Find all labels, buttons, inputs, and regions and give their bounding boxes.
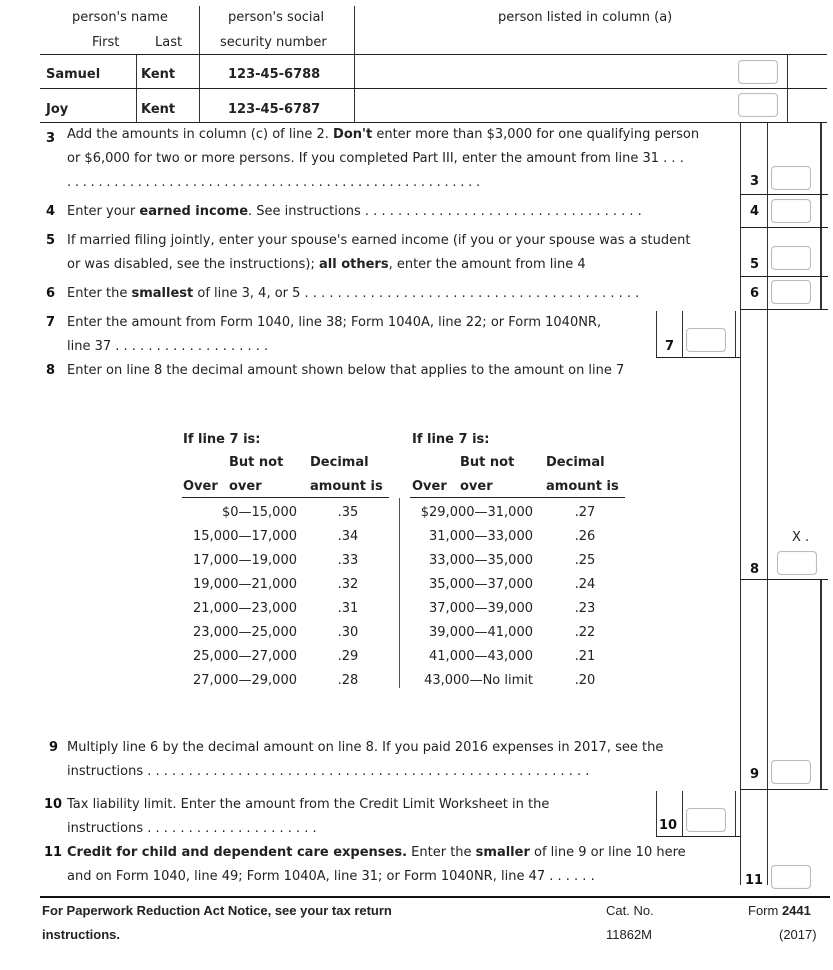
table-cell: .29: [337, 649, 359, 664]
table-cell: 27,000—29,000: [193, 673, 297, 688]
column-header: amount is: [546, 479, 619, 494]
divider: [182, 497, 389, 498]
column-header: amount is: [310, 479, 383, 494]
line-label: 9: [750, 767, 760, 782]
column-header: over: [229, 479, 262, 494]
table-cell: 35,000—37,000: [429, 577, 533, 592]
first-name: Joy: [46, 102, 69, 117]
column-header: But not: [460, 455, 515, 470]
line-text: instructions . . . . . . . . . . . . . . . . . . . . . . . . . . . . . . . . . . . . . . . . . . . . . . . . . . . . . .: [67, 764, 590, 779]
column-header: over: [460, 479, 493, 494]
line-label: 3: [750, 174, 760, 189]
line-10-input[interactable]: [686, 808, 726, 832]
last-name: Kent: [141, 102, 176, 117]
line-text: Add the amounts in column (c) of line 2. Don't enter more than $3,000 for one qualifying person: [67, 127, 700, 142]
column-header: But not: [229, 455, 284, 470]
table-cell: .23: [574, 601, 596, 616]
line-4-input[interactable]: [771, 199, 811, 223]
table-cell: .22: [574, 625, 596, 640]
table-cell: .30: [337, 625, 359, 640]
table-cell: $29,000—31,000: [420, 505, 533, 520]
decimal-prefix: X .: [792, 530, 810, 545]
divider: [740, 789, 828, 790]
column-header: Over: [183, 479, 218, 494]
divider: [199, 6, 200, 123]
divider: [656, 836, 741, 837]
leader-dots: . . . . . . . . . . . . . . . . . . . . . . . . . . . . . . . . . . . . . . . . . . . . . . . . . . . . .: [67, 175, 480, 190]
table-cell: 37,000—39,000: [429, 601, 533, 616]
range-column-left: [160, 501, 297, 693]
line-number: 9: [49, 740, 59, 755]
divider: [40, 88, 827, 89]
column-header-name: person's name: [72, 10, 168, 25]
decimal-column-left: [326, 501, 370, 693]
line-text: Credit for child and dependent care expenses. Enter the smaller of line 9 or line 10 here: [67, 845, 686, 860]
divider: [820, 123, 822, 310]
divider: [354, 6, 355, 123]
cat-no-label: Cat. No.: [606, 903, 654, 918]
line-8-input[interactable]: [777, 551, 817, 575]
divider: [740, 579, 828, 580]
column-header-first: First: [92, 35, 120, 50]
line-text: Tax liability limit. Enter the amount from the Credit Limit Worksheet in the: [67, 797, 550, 812]
table-cell: 39,000—41,000: [429, 625, 533, 640]
amount-input[interactable]: [738, 60, 778, 84]
form-year: (2017): [779, 927, 817, 942]
divider: [740, 123, 741, 885]
table-cell: $0—15,000: [221, 505, 297, 520]
line-text: If married filing jointly, enter your spouse's earned income (if you or your spouse was a student: [67, 233, 691, 248]
line-label: 10: [659, 818, 678, 833]
table-cell: 33,000—35,000: [429, 553, 533, 568]
ssn: 123-45-6787: [228, 102, 321, 117]
table-cell: .35: [337, 505, 359, 520]
line-text: and on Form 1040, line 49; Form 1040A, line 31; or Form 1040NR, line 47 . . . . . .: [67, 869, 595, 884]
amount-input[interactable]: [738, 93, 778, 117]
line-5-input[interactable]: [771, 246, 811, 270]
divider: [656, 357, 741, 358]
last-name: Kent: [141, 67, 176, 82]
column-header: Over: [412, 479, 447, 494]
table-cell: .34: [337, 529, 359, 544]
table-cell: 21,000—23,000: [193, 601, 297, 616]
line-text: Enter your earned income. See instructions . . . . . . . . . . . . . . . . . . . . . . . . . . . . . . . . . .: [67, 204, 642, 219]
column-header-last: Last: [155, 35, 183, 50]
cat-no-value: 11862M: [606, 927, 653, 942]
column-header-ssn: person's social: [228, 10, 325, 25]
line-label: 4: [750, 204, 760, 219]
paperwork-notice-2: instructions.: [42, 927, 121, 942]
column-header-c: person listed in column (a): [498, 10, 673, 25]
table-cell: 43,000—No limit: [424, 673, 533, 688]
divider: [740, 227, 828, 228]
line-label: 7: [665, 339, 675, 354]
divider: [735, 791, 736, 837]
divider: [656, 311, 657, 358]
divider: [40, 54, 827, 55]
column-header: Decimal: [310, 455, 369, 470]
divider: [410, 497, 625, 498]
line-number: 6: [46, 286, 56, 301]
line-number: 8: [46, 363, 56, 378]
line-text: or was disabled, see the instructions); all others, enter the amount from line 4: [67, 257, 586, 272]
divider: [682, 311, 683, 358]
line-text: instructions . . . . . . . . . . . . . . . . . . . . .: [67, 821, 317, 836]
divider: [767, 123, 768, 885]
line-text: Multiply line 6 by the decimal amount on line 8. If you paid 2016 expenses in 2017, see the: [67, 740, 664, 755]
paperwork-notice: For Paperwork Reduction Act Notice, see your tax return: [42, 903, 392, 918]
table-cell: .27: [574, 505, 596, 520]
column-header-ssn-2: security number: [220, 35, 327, 50]
line-7-input[interactable]: [686, 328, 726, 352]
decimal-column-right: [563, 501, 607, 693]
table-cell: .33: [337, 553, 359, 568]
line-number: 3: [46, 131, 56, 146]
table-cell: .21: [574, 649, 596, 664]
table-cell: 25,000—27,000: [193, 649, 297, 664]
table-cell: .24: [574, 577, 596, 592]
divider: [735, 311, 736, 358]
line-3-input[interactable]: [771, 166, 811, 190]
line-text: Enter on line 8 the decimal amount shown below that applies to the amount on line 7: [67, 363, 625, 378]
line-text: Enter the amount from Form 1040, line 38; Form 1040A, line 22; or Form 1040NR,: [67, 315, 602, 330]
table-cell: .31: [337, 601, 359, 616]
table-cell: 19,000—21,000: [193, 577, 297, 592]
divider: [740, 194, 828, 195]
line-label: 8: [750, 562, 760, 577]
line-label: 11: [745, 873, 764, 888]
table-heading: If line 7 is:: [183, 432, 261, 447]
table-cell: .25: [574, 553, 596, 568]
divider: [656, 791, 657, 837]
line-11-input[interactable]: [771, 865, 811, 889]
line-label: 6: [750, 286, 760, 301]
line-9-input[interactable]: [771, 760, 811, 784]
divider: [820, 580, 822, 790]
table-cell: 31,000—33,000: [429, 529, 533, 544]
table-cell: 23,000—25,000: [193, 625, 297, 640]
divider: [740, 276, 828, 277]
first-name: Samuel: [46, 67, 101, 82]
line-number: 5: [46, 233, 56, 248]
line-number: 4: [46, 204, 56, 219]
divider: [682, 791, 683, 837]
line-number: 10: [44, 797, 63, 812]
ssn: 123-45-6788: [228, 67, 321, 82]
table-cell: 15,000—17,000: [193, 529, 297, 544]
line-text: Enter the smallest of line 3, 4, or 5 . . . . . . . . . . . . . . . . . . . . . . . . . . . . . . . . . . . . . . . . .: [67, 286, 640, 301]
table-cell: .20: [574, 673, 596, 688]
line-number: 11: [44, 845, 63, 860]
table-cell: 17,000—19,000: [193, 553, 297, 568]
form-number: Form 2441: [748, 903, 811, 918]
range-column-right: [390, 501, 533, 693]
table-heading: If line 7 is:: [412, 432, 490, 447]
table-cell: 41,000—43,000: [429, 649, 533, 664]
column-header: Decimal: [546, 455, 605, 470]
line-number: 7: [46, 315, 56, 330]
table-cell: .26: [574, 529, 596, 544]
divider: [40, 122, 827, 123]
line-text: or $6,000 for two or more persons. If you completed Part III, enter the amount from line 31 . . .: [67, 151, 684, 166]
line-text: line 37 . . . . . . . . . . . . . . . . . . .: [67, 339, 269, 354]
footer-divider: [40, 896, 830, 898]
divider: [740, 309, 828, 310]
line-6-input[interactable]: [771, 280, 811, 304]
line-label: 5: [750, 257, 760, 272]
table-cell: .28: [337, 673, 359, 688]
table-cell: .32: [337, 577, 359, 592]
